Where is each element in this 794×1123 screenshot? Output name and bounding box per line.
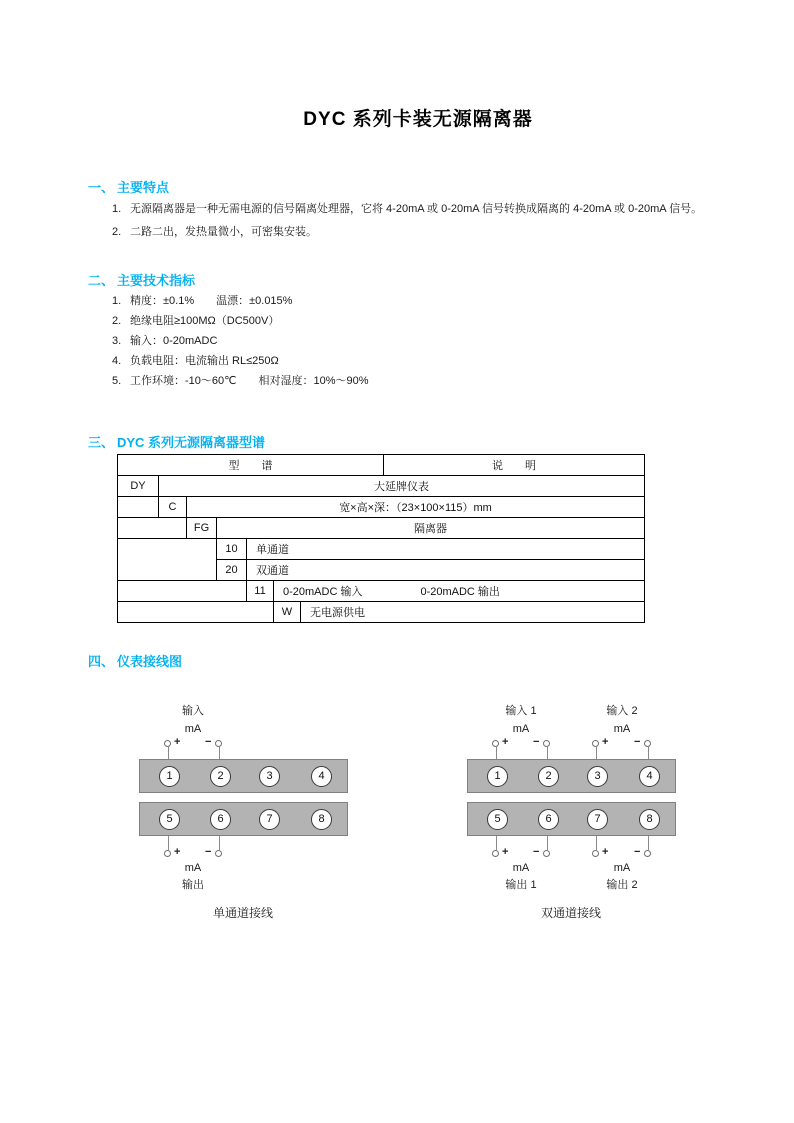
output2-label: 输出 2 <box>606 879 638 891</box>
empty-cell <box>118 581 247 602</box>
terminal-1: 1 <box>159 766 180 787</box>
table-row <box>118 602 645 623</box>
plus-sign: + <box>174 736 181 748</box>
item-text: 精度：±0.1% 温漂：±0.015% <box>130 295 293 307</box>
input1-label: 输入 1 <box>505 705 537 717</box>
terminal-4: 4 <box>639 766 660 787</box>
input2-unit-label: mA <box>613 723 631 735</box>
spec-item <box>112 332 217 348</box>
section-number: 二、 <box>88 273 115 288</box>
desc-cell: 无电源供电 <box>301 602 645 623</box>
wire-line <box>648 836 649 850</box>
desc-cell: 单通道 <box>247 539 645 560</box>
wire-terminal-dot <box>492 740 499 747</box>
code-cell: 11 <box>247 581 274 602</box>
spec-item <box>112 352 279 368</box>
diagram-caption: 双通道接线 <box>540 906 602 920</box>
item-text: 输入：0-20mADC <box>130 335 218 347</box>
wire-line <box>547 747 548 759</box>
output1-label: 输出 1 <box>505 879 537 891</box>
item-text: 二路二出，发热量微小，可密集安装。 <box>130 226 317 238</box>
plus-sign: + <box>174 846 181 858</box>
wire-line <box>168 747 169 759</box>
plus-sign: + <box>602 736 609 748</box>
terminal-5: 5 <box>159 809 180 830</box>
wire-terminal-dot <box>644 740 651 747</box>
spec-item <box>112 312 279 328</box>
table-row <box>118 539 645 560</box>
input-unit-label: mA <box>184 723 202 735</box>
item-number: 4. <box>112 355 122 367</box>
section-title: 仪表接线图 <box>117 654 183 669</box>
dual-channel-diagram <box>467 702 676 930</box>
input1-unit-label: mA <box>512 723 530 735</box>
wire-line <box>596 747 597 759</box>
input2-label: 输入 2 <box>606 705 638 717</box>
desc-cell: 隔离器 <box>217 518 645 539</box>
section-number: 三、 <box>88 435 115 450</box>
item-text: 负载电阻：电流输出 RL≤250Ω <box>130 355 279 367</box>
plus-sign: + <box>602 846 609 858</box>
section-title: DYC 系列无源隔离器型谱 <box>117 435 266 450</box>
code-cell: DY <box>118 476 159 497</box>
spec-item <box>112 292 292 308</box>
desc-cell: 双通道 <box>247 560 645 581</box>
terminal-6: 6 <box>538 809 559 830</box>
minus-sign: − <box>205 736 212 748</box>
desc-cell: 大延牌仪表 <box>159 476 645 497</box>
section-features-heading <box>88 177 169 196</box>
terminal-2: 2 <box>538 766 559 787</box>
wire-terminal-dot <box>543 740 550 747</box>
minus-sign: − <box>634 736 641 748</box>
section-specs-heading <box>88 270 195 289</box>
header-model: 型 谱 <box>118 455 384 476</box>
section-title: 主要技术指标 <box>117 273 196 288</box>
wire-line <box>496 836 497 850</box>
feature-item <box>112 223 317 239</box>
item-number: 2. <box>112 226 122 238</box>
table-row <box>118 497 645 518</box>
empty-cell <box>118 497 159 518</box>
feature-item <box>112 200 702 216</box>
single-channel-diagram <box>139 702 348 930</box>
wire-terminal-dot <box>215 740 222 747</box>
wire-line <box>219 747 220 759</box>
wire-line <box>596 836 597 850</box>
item-number: 1. <box>112 203 122 215</box>
terminal-7: 7 <box>587 809 608 830</box>
table-row <box>118 476 645 497</box>
minus-sign: − <box>634 846 641 858</box>
terminal-3: 3 <box>587 766 608 787</box>
item-number: 1. <box>112 295 122 307</box>
wire-line <box>547 836 548 850</box>
output-label: 输出 <box>182 879 204 891</box>
empty-cell <box>118 539 217 581</box>
item-text: 工作环境：-10～60℃ 相对湿度：10%～90% <box>130 375 369 387</box>
output1-unit-label: mA <box>512 862 530 874</box>
desc-cell: 宽×高×深：（23×100×115）mm <box>187 497 645 518</box>
minus-sign: − <box>533 846 540 858</box>
section-number: 一、 <box>88 180 115 195</box>
section-wiring-heading <box>88 651 182 670</box>
wire-terminal-dot <box>543 850 550 857</box>
table-row <box>118 581 645 602</box>
empty-cell <box>118 602 274 623</box>
item-text: 绝缘电阻≥100MΩ（DC500V） <box>130 315 280 327</box>
terminal-7: 7 <box>259 809 280 830</box>
page-title: DYC 系列卡装无源隔离器 <box>303 109 533 130</box>
minus-sign: − <box>205 846 212 858</box>
item-number: 5. <box>112 375 122 387</box>
terminal-8: 8 <box>311 809 332 830</box>
io-input: 0-20mADC 输入 <box>283 586 363 598</box>
plus-sign: + <box>502 846 509 858</box>
terminal-5: 5 <box>487 809 508 830</box>
table-row <box>118 518 645 539</box>
spec-item <box>112 372 369 388</box>
model-spectrum-table <box>117 454 645 623</box>
section-number: 四、 <box>88 654 115 669</box>
terminal-4: 4 <box>311 766 332 787</box>
wire-terminal-dot <box>644 850 651 857</box>
wire-terminal-dot <box>215 850 222 857</box>
code-cell: FG <box>187 518 217 539</box>
desc-cell <box>274 581 645 602</box>
section-title: 主要特点 <box>117 180 170 195</box>
table-row <box>118 455 645 476</box>
code-cell: 10 <box>217 539 247 560</box>
code-cell: C <box>159 497 187 518</box>
item-number: 3. <box>112 335 122 347</box>
wire-line <box>496 747 497 759</box>
section-spectrum-heading <box>88 432 265 451</box>
code-cell: 20 <box>217 560 247 581</box>
terminal-6: 6 <box>210 809 231 830</box>
wire-line <box>219 836 220 850</box>
wire-line <box>168 836 169 850</box>
wire-terminal-dot <box>492 850 499 857</box>
plus-sign: + <box>502 736 509 748</box>
wire-terminal-dot <box>164 850 171 857</box>
minus-sign: − <box>533 736 540 748</box>
wire-terminal-dot <box>592 850 599 857</box>
item-number: 2. <box>112 315 122 327</box>
code-cell: W <box>274 602 301 623</box>
diagram-caption: 单通道接线 <box>212 906 274 920</box>
wire-terminal-dot <box>592 740 599 747</box>
terminal-8: 8 <box>639 809 660 830</box>
terminal-3: 3 <box>259 766 280 787</box>
terminal-1: 1 <box>487 766 508 787</box>
header-desc: 说 明 <box>384 455 645 476</box>
item-text: 无源隔离器是一种无需电源的信号隔离处理器，它将 4-20mA 或 0-20mA 信号转换成隔离的 4-20mA 或 0-20mA 信号。 <box>130 203 703 215</box>
input-label: 输入 <box>182 705 204 717</box>
terminal-2: 2 <box>210 766 231 787</box>
wire-line <box>648 747 649 759</box>
wire-terminal-dot <box>164 740 171 747</box>
output2-unit-label: mA <box>613 862 631 874</box>
output-unit-label: mA <box>184 862 202 874</box>
io-output: 0-20mADC 输出 <box>420 586 500 598</box>
empty-cell <box>118 518 187 539</box>
